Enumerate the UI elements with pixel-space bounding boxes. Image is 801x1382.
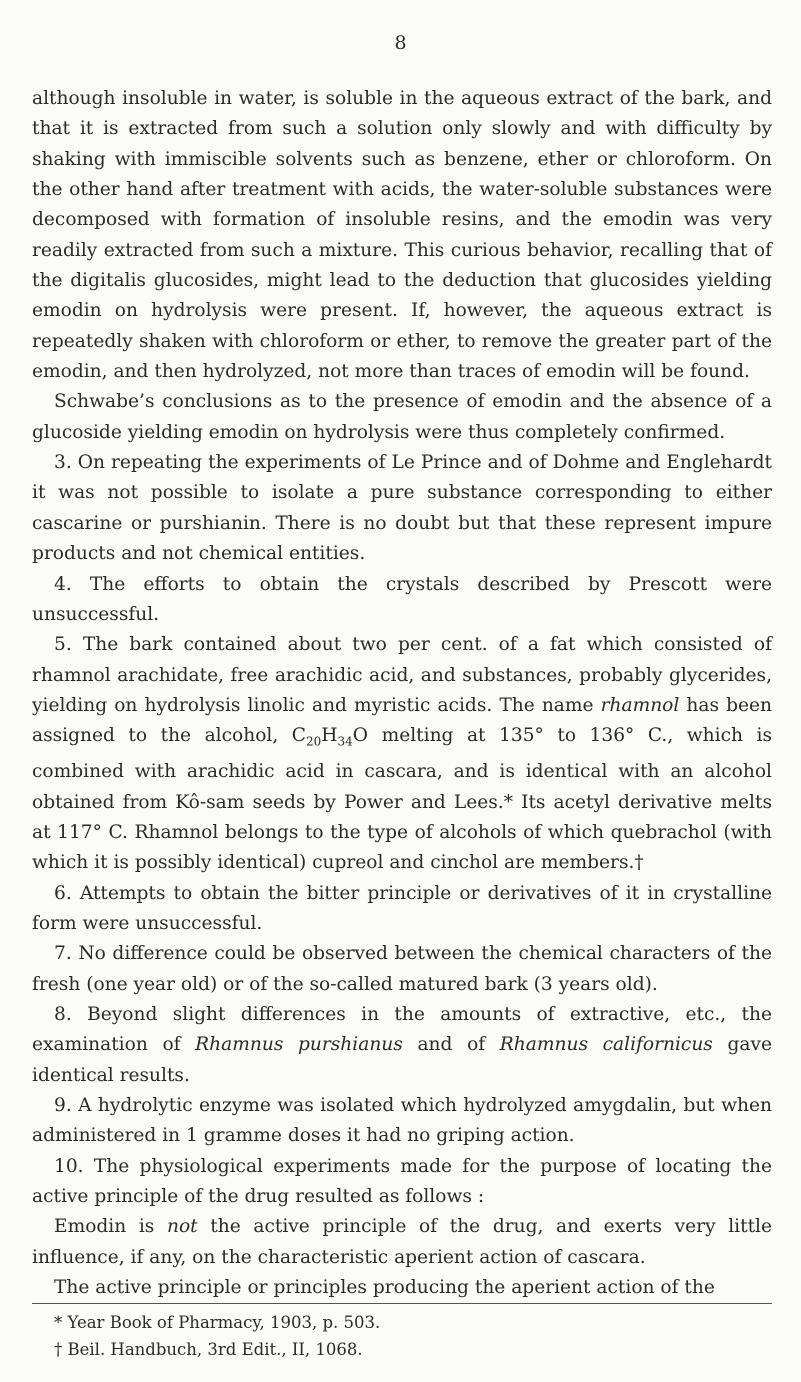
rhamnol-term: rhamnol <box>600 694 680 716</box>
paragraph-10: 10. The physiological experiments made for the purpose of locating the active principle of the drug resulted as follows : <box>32 1155 772 1208</box>
paragraph-emodin: Emodin is not the active principle of the drug, and exerts very little influence, if any, on the characteristic aperient action of cascara. <box>32 1216 772 1268</box>
paragraph-4: 4. The efforts to obtain the crystals described by Prescott were unsuccessful. <box>32 573 772 625</box>
paragraph-5 <box>32 630 772 878</box>
paragraph-3: 3. On repeating the experiments of Le Prince and of Dohme and Englehardt it was not possible to isolate a pure substance corresponding to either cascarine or purshianin. There is no doubt but that these represent impure products and not chemical entities. <box>32 452 772 565</box>
paragraph-9: 9. A hydrolytic enzyme was isolated which hydrolyzed amygdalin, but when administered in 1 gramme doses it had no griping action. <box>32 1095 772 1147</box>
species-californicus: Rhamnus californicus <box>499 1034 713 1056</box>
paragraph-6: 6. Attempts to obtain the bitter principle or derivatives of it in crystalline form were unsuccessful. <box>32 882 772 934</box>
body-text <box>32 84 772 1303</box>
p5-text-a: 5. The bark contained about two per cent. of a fat which consisted of rhamnol arachidate, free arachidic acid, and substances, probably glycerides, yielding on hydrolysis linolic and myristic acids. The name <box>32 634 772 716</box>
page-number: 8 <box>394 32 407 54</box>
p5-text-c: melting at 135° to 136° C., which is combined with arachidic acid in cascara, and is identical with an alcohol obtained from Kô-sam seeds by Power and Lees.* Its acetyl derivative melts at 117° C. Rhamnol belongs to the type of alcohols of which quebrachol (with which it is possibly identical) cupreol and cinchol are members.† <box>32 725 773 874</box>
emphasis-not: not <box>167 1216 198 1238</box>
formula: $C_{20}H_{34}O$ <box>291 725 369 749</box>
footnote-divider <box>32 1303 772 1304</box>
paragraph-schwabe: Schwabe’s conclusions as to the presence of emodin and the absence of a glucoside yielding emodin on hydrolysis were thus completely confirmed. <box>32 391 772 443</box>
species-purshianus: Rhamnus purshianus <box>195 1034 403 1056</box>
p5-text-b: has been assigned to the alcohol, <box>32 694 772 747</box>
footnotes <box>54 1309 754 1363</box>
paragraph-8: 8. Beyond slight differences in the amounts of extractive, etc., the examination of Rhamnus purshianus and of Rhamnus californicus gave identical results. <box>32 1004 772 1086</box>
paragraph-intro: although insoluble in water, is soluble in the aqueous extract of the bark, and that it is extracted from such a solution only slowly and with difficulty by shaking with immiscible solvents such as benzene, ether or chloroform. On the other hand after treatment with acids, the water-soluble substances were decomposed with formation of insoluble resins, and the emodin was very readily extracted from such a mixture. This curious behavior, recalling that of the digitalis glucosides, might lead to the deduction that glucosides yielding emodin on hydrolysis were present. If, however, the aqueous extract is repeatedly shaken with chloroform or ether, to remove the greater part of the emodin, and then hydrolyzed, not more than traces of emodin will be found. <box>32 88 772 383</box>
paragraph-last: The active principle or principles producing the aperient action of the <box>54 1277 715 1299</box>
footnote-2: † Beil. Handbuch, 3rd Edit., II, 1068. <box>54 1340 363 1359</box>
paragraph-7: 7. No difference could be observed between the chemical characters of the fresh (one year old) or of the so-called matured bark (3 years old). <box>32 943 772 995</box>
footnote-1: * Year Book of Pharmacy, 1903, p. 503. <box>54 1313 381 1332</box>
